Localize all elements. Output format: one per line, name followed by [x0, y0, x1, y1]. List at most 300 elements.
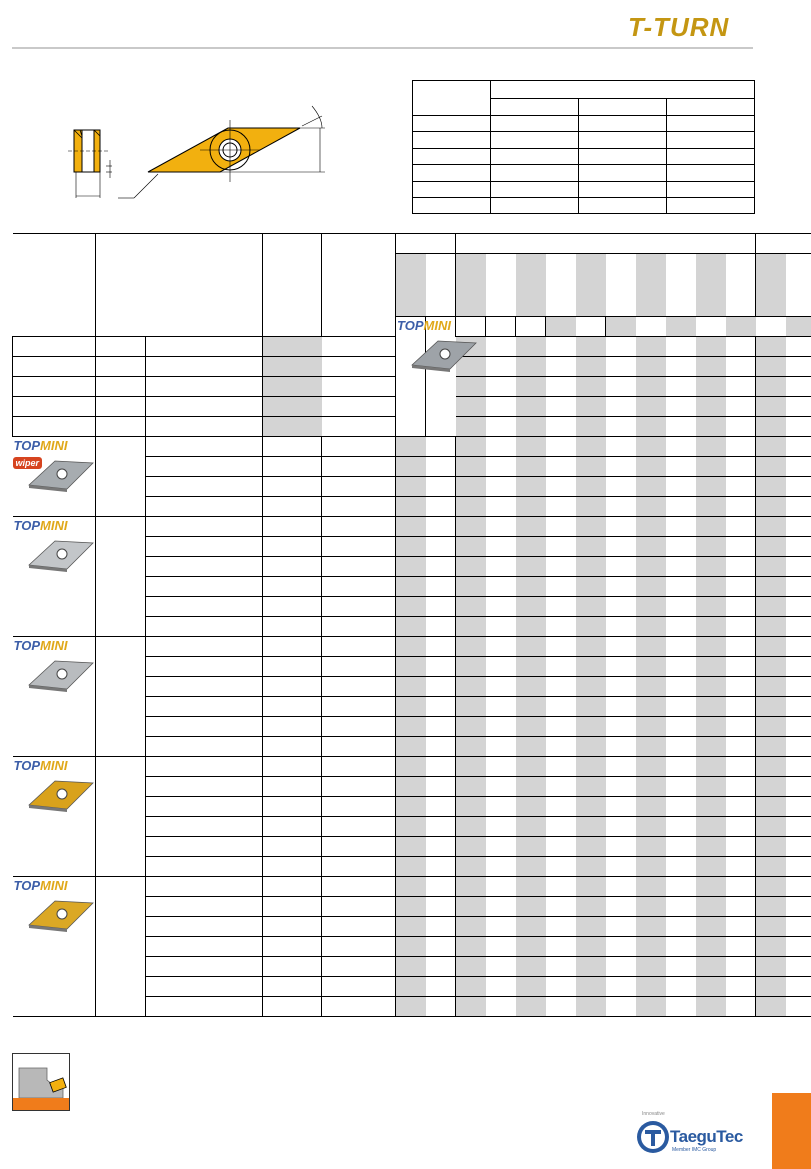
table-cell: [636, 937, 666, 957]
table-cell: [456, 817, 486, 837]
table-cell: [756, 857, 786, 877]
table-cell: [726, 477, 756, 497]
table-cell: [456, 317, 486, 337]
table-cell: [606, 857, 636, 877]
table-cell: [696, 697, 726, 717]
table-cell: [666, 837, 696, 857]
table-cell: [546, 957, 576, 977]
table-cell: [546, 837, 576, 857]
table-cell: [696, 537, 726, 557]
table-cell: [546, 797, 576, 817]
table-cell: [666, 777, 696, 797]
table-cell: [726, 677, 756, 697]
table-cell: [146, 337, 263, 357]
table-cell: [263, 417, 322, 437]
table-cell: [322, 777, 396, 797]
table-cell: [786, 877, 811, 897]
table-cell: [263, 637, 322, 657]
table-cell: [322, 597, 396, 617]
table-cell: [726, 457, 756, 477]
table-cell: [263, 897, 322, 917]
table-cell: [786, 497, 811, 517]
table-cell: [516, 437, 546, 457]
company-subtitle: Member IMC Group: [672, 1147, 717, 1153]
table-cell: [666, 817, 696, 837]
table-cell: [756, 557, 786, 577]
insert-diagram: [60, 100, 340, 210]
table-cell: [146, 597, 263, 617]
table-cell: [426, 437, 456, 457]
table-cell: [756, 357, 786, 377]
table-cell: [322, 857, 396, 877]
table-cell: [666, 657, 696, 677]
table-cell: [726, 537, 756, 557]
table-cell: [636, 577, 666, 597]
table-cell: [636, 557, 666, 577]
table-cell: [606, 497, 636, 517]
table-cell: [146, 937, 263, 957]
table-cell: [756, 837, 786, 857]
table-cell: [456, 977, 486, 997]
table-cell: [786, 957, 811, 977]
table-cell: [426, 577, 456, 597]
table-cell: [666, 857, 696, 877]
table-cell: [516, 717, 546, 737]
table-cell: [696, 497, 726, 517]
table-cell: [756, 377, 786, 397]
table-cell: [396, 497, 426, 517]
insert-table: [12, 233, 811, 1017]
table-cell: [322, 697, 396, 717]
table-cell: [576, 557, 606, 577]
table-cell: [636, 377, 666, 397]
table-cell: [606, 897, 636, 917]
table-cell: [322, 897, 396, 917]
table-cell: [263, 677, 322, 697]
table-cell: [426, 637, 456, 657]
table-cell: [456, 557, 486, 577]
table-cell: [322, 577, 396, 597]
table-cell: [696, 917, 726, 937]
table-cell: [146, 737, 263, 757]
section-label-cell: [96, 517, 146, 637]
table-cell: [322, 557, 396, 577]
insert-photo-icon: [25, 897, 97, 933]
table-cell: [516, 937, 546, 957]
table-cell: [666, 957, 696, 977]
table-cell: [606, 397, 636, 417]
table-cell: [606, 717, 636, 737]
table-cell: [322, 537, 396, 557]
table-cell: [756, 877, 786, 897]
table-header-cell: [756, 254, 786, 317]
table-cell: [486, 717, 516, 737]
table-cell: [486, 977, 516, 997]
table-cell: [322, 497, 396, 517]
table-cell: [516, 317, 546, 337]
table-cell: [696, 437, 726, 457]
table-cell: [636, 497, 666, 517]
table-cell: [606, 557, 636, 577]
table-cell: [396, 717, 426, 737]
table-cell: [726, 757, 756, 777]
table-cell: [636, 337, 666, 357]
table-cell: [636, 657, 666, 677]
table-cell: [516, 877, 546, 897]
table-cell: [456, 857, 486, 877]
table-cell: [396, 737, 426, 757]
table-cell: [456, 677, 486, 697]
table-cell: [666, 537, 696, 557]
table-cell: [756, 417, 786, 437]
table-cell: [666, 997, 696, 1017]
table-header-cell: [756, 234, 811, 254]
table-cell: [666, 457, 696, 477]
table-cell: [322, 917, 396, 937]
section-label-cell: [426, 317, 456, 437]
table-cell: [322, 717, 396, 737]
table-cell: [606, 617, 636, 637]
table-cell: [576, 857, 606, 877]
insert-image-cell: [13, 437, 96, 517]
table-cell: [696, 877, 726, 897]
table-cell: [786, 757, 811, 777]
table-header-cell: [396, 234, 456, 254]
table-cell: [666, 677, 696, 697]
table-cell: [606, 917, 636, 937]
table-cell: [576, 977, 606, 997]
table-cell: [726, 897, 756, 917]
table-cell: [546, 897, 576, 917]
table-cell: [146, 437, 263, 457]
table-cell: [636, 517, 666, 537]
table-cell: [456, 397, 486, 417]
table-cell: [396, 477, 426, 497]
table-cell: [426, 837, 456, 857]
table-cell: [756, 677, 786, 697]
table-cell: [426, 957, 456, 977]
table-cell: [546, 757, 576, 777]
dimension-row: [413, 116, 755, 132]
topmini-logo: TOPMINI: [13, 878, 68, 894]
table-cell: [146, 357, 263, 377]
table-cell: [546, 537, 576, 557]
table-cell: [486, 537, 516, 557]
table-cell: [546, 697, 576, 717]
table-cell: [726, 317, 756, 337]
table-cell: [396, 817, 426, 837]
topmini-logo: TOPMINI: [13, 518, 68, 534]
table-cell: [516, 737, 546, 757]
table-cell: [786, 897, 811, 917]
header-divider: [12, 47, 753, 49]
table-cell: [696, 737, 726, 757]
table-cell: [263, 437, 322, 457]
table-header-cell: [396, 254, 426, 317]
table-cell: [786, 317, 811, 337]
table-cell: [726, 837, 756, 857]
table-cell: [606, 877, 636, 897]
table-cell: [486, 497, 516, 517]
table-cell: [426, 777, 456, 797]
table-cell: [786, 657, 811, 677]
table-cell: [263, 617, 322, 637]
table-cell: [516, 837, 546, 857]
table-cell: [396, 857, 426, 877]
table-cell: [786, 937, 811, 957]
table-cell: [426, 897, 456, 917]
table-header-row: [13, 234, 811, 254]
table-cell: [786, 637, 811, 657]
table-cell: [696, 717, 726, 737]
table-cell: [322, 937, 396, 957]
table-cell: [786, 817, 811, 837]
table-cell: [426, 997, 456, 1017]
table-cell: [636, 917, 666, 937]
table-header-cell: [546, 254, 576, 317]
table-cell: [576, 897, 606, 917]
table-cell: [726, 977, 756, 997]
table-cell: [146, 537, 263, 557]
table-cell: [696, 677, 726, 697]
table-cell: [516, 757, 546, 777]
table-cell: [696, 377, 726, 397]
section-label-cell: [96, 637, 146, 757]
table-cell: [636, 757, 666, 777]
table-cell: [666, 897, 696, 917]
table-cell: [516, 637, 546, 657]
table-cell: [456, 757, 486, 777]
table-cell: [666, 357, 696, 377]
table-cell: [786, 677, 811, 697]
table-cell: [696, 337, 726, 357]
table-cell: [146, 877, 263, 897]
table-cell: [786, 737, 811, 757]
table-cell: [786, 537, 811, 557]
table-header-cell: [516, 254, 546, 317]
table-cell: [696, 577, 726, 597]
table-cell: [726, 577, 756, 597]
table-cell: [322, 377, 396, 397]
table-cell: [606, 837, 636, 857]
table-cell: [696, 637, 726, 657]
table-cell: [696, 837, 726, 857]
table-cell: [576, 417, 606, 437]
table-cell: [696, 617, 726, 637]
insert-image-cell: [396, 317, 451, 437]
table-cell: [576, 677, 606, 697]
table-cell: [786, 337, 811, 357]
table-cell: [756, 697, 786, 717]
table-cell: [146, 677, 263, 697]
table-cell: [486, 457, 516, 477]
table-cell: [146, 897, 263, 917]
table-cell: [696, 817, 726, 837]
table-cell: [486, 957, 516, 977]
table-cell: [322, 877, 396, 897]
table-cell: [726, 917, 756, 937]
table-cell: [756, 737, 786, 757]
table-cell: [263, 377, 322, 397]
table-cell: [786, 717, 811, 737]
table-cell: [756, 597, 786, 617]
table-cell: [786, 617, 811, 637]
table-cell: [576, 597, 606, 617]
table-cell: [546, 577, 576, 597]
table-cell: [426, 757, 456, 777]
table-cell: [486, 417, 516, 437]
table-cell: [486, 337, 516, 357]
table-cell: [486, 757, 516, 777]
table-cell: [666, 517, 696, 537]
table-cell: [322, 517, 396, 537]
table-cell: [456, 457, 486, 477]
table-cell: [546, 637, 576, 657]
table-cell: [756, 757, 786, 777]
insert-photo-icon: [408, 337, 480, 373]
table-cell: [426, 737, 456, 757]
table-cell: [322, 837, 396, 857]
table-cell: [263, 837, 322, 857]
table-cell: [786, 577, 811, 597]
table-cell: [456, 617, 486, 637]
table-cell: [606, 377, 636, 397]
table-cell: [726, 697, 756, 717]
table-cell: [726, 417, 756, 437]
table-cell: [606, 597, 636, 617]
table-cell: [322, 957, 396, 977]
table-cell: [576, 717, 606, 737]
dimension-header-cell: [491, 81, 755, 99]
table-cell: [786, 777, 811, 797]
table-cell: [546, 357, 576, 377]
table-cell: [546, 677, 576, 697]
table-cell: [546, 437, 576, 457]
table-cell: [322, 337, 396, 357]
table-cell: [726, 517, 756, 537]
table-cell: [726, 617, 756, 637]
table-cell: [546, 737, 576, 757]
table-cell: [263, 397, 322, 417]
table-cell: [263, 997, 322, 1017]
table-cell: [263, 657, 322, 677]
table-cell: [426, 617, 456, 637]
table-cell: [322, 637, 396, 657]
table-cell: [756, 637, 786, 657]
table-cell: [546, 817, 576, 837]
table-cell: [263, 477, 322, 497]
table-cell: [726, 937, 756, 957]
table-cell: [636, 717, 666, 737]
table-cell: [576, 397, 606, 417]
table-cell: [486, 937, 516, 957]
table-cell: [396, 917, 426, 937]
table-cell: [396, 837, 426, 857]
dimension-header-cell: [667, 98, 755, 116]
table-cell: [456, 717, 486, 737]
table-cell: [426, 937, 456, 957]
table-cell: [606, 797, 636, 817]
table-cell: [486, 357, 516, 377]
table-cell: [666, 637, 696, 657]
table-cell: [576, 957, 606, 977]
table-cell: [516, 457, 546, 477]
table-cell: [786, 517, 811, 537]
table-cell: [546, 397, 576, 417]
table-cell: [456, 897, 486, 917]
table-cell: [696, 777, 726, 797]
table-cell: [396, 697, 426, 717]
table-cell: [396, 437, 426, 457]
table-cell: [146, 777, 263, 797]
table-cell: [606, 937, 636, 957]
table-cell: [636, 537, 666, 557]
table-cell: [576, 497, 606, 517]
table-cell: [456, 417, 486, 437]
table-cell: [786, 837, 811, 857]
table-cell: [516, 857, 546, 877]
table-cell: [636, 477, 666, 497]
table-cell: [576, 917, 606, 937]
table-cell: [726, 497, 756, 517]
table-cell: [96, 417, 146, 437]
table-cell: [396, 797, 426, 817]
table-header-cell: [426, 254, 456, 317]
table-cell: [576, 337, 606, 357]
table-cell: [756, 657, 786, 677]
table-cell: [606, 737, 636, 757]
table-cell: [486, 657, 516, 677]
table-cell: [426, 537, 456, 557]
table-cell: [486, 517, 516, 537]
taegutec-logo: [636, 1111, 756, 1157]
table-cell: [696, 797, 726, 817]
table-cell: [786, 557, 811, 577]
table-cell: [516, 577, 546, 597]
table-cell: [396, 637, 426, 657]
table-cell: [756, 937, 786, 957]
table-cell: [576, 637, 606, 657]
table-cell: [516, 617, 546, 637]
table-cell: [146, 797, 263, 817]
table-cell: [486, 777, 516, 797]
table-header-cell: [576, 254, 606, 317]
table-header-cell: [456, 254, 486, 317]
table-cell: [636, 837, 666, 857]
table-cell: [456, 957, 486, 977]
table-cell: [696, 417, 726, 437]
table-cell: [726, 557, 756, 577]
insert-image-cell: [13, 637, 96, 757]
table-cell: [146, 857, 263, 877]
table-cell: [486, 317, 516, 337]
table-cell: [426, 977, 456, 997]
table-cell: [606, 357, 636, 377]
table-cell: [756, 537, 786, 557]
table-cell: [576, 377, 606, 397]
table-cell: [426, 797, 456, 817]
table-cell: [546, 497, 576, 517]
table-cell: [756, 317, 786, 337]
table-cell: [456, 837, 486, 857]
table-cell: [666, 577, 696, 597]
table-cell: [726, 377, 756, 397]
table-cell: [666, 337, 696, 357]
table-cell: [666, 697, 696, 717]
table-cell: [263, 817, 322, 837]
topmini-logo: TOPMINI: [397, 318, 451, 333]
table-cell: [546, 857, 576, 877]
